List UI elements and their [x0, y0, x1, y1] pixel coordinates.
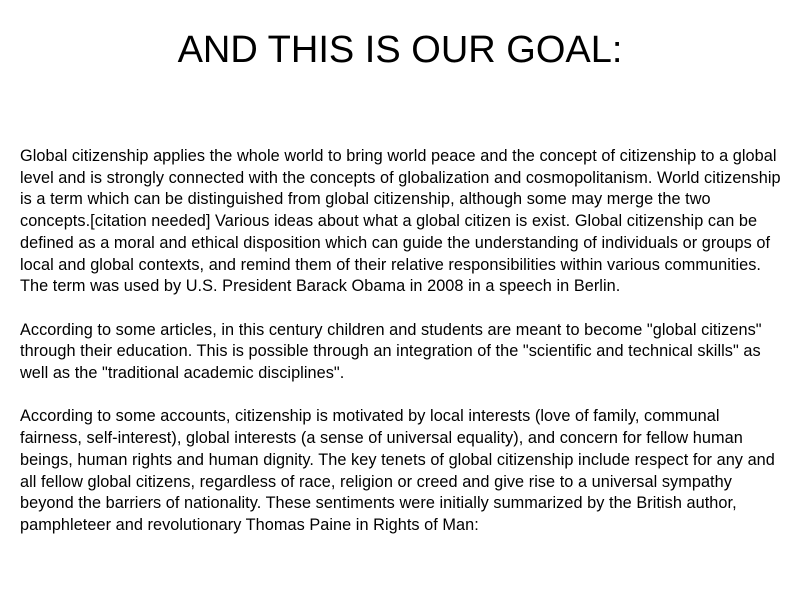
slide-title: AND THIS IS OUR GOAL:	[177, 29, 623, 71]
paragraph-education: According to some articles, in this century children and students are meant to become "global citizens" through their education. This is possible through an integration of the "scientific and technical skills" as well as the "traditional academic disciplines".	[20, 320, 762, 383]
paragraph-global-citizenship-definition: Global citizenship applies the whole world to bring world peace and the concept of citizenship to a global level and is strongly connected with the concepts of globalization and cosmopolitanism. World citizenship is a term which can be distinguished from global citizenship, although some may merge the two concepts.[citation needed] Various ideas about what a global citizen is exist. Global citizenship can be defined as a moral and ethical disposition which can guide the understanding of individuals or groups of local and global contexts, and remind them of their relative responsibilities within various communities. The term was used by U.S. President Barack Obama in 2008 in a speech in Berlin.	[20, 147, 781, 296]
slide-body	[20, 146, 782, 537]
paragraph-motivations: According to some accounts, citizenship is motivated by local interests (love of family, communal fairness, self-interest), global interests (a sense of universal equality), and concern for fellow human beings, human rights and human dignity. The key tenets of global citizenship include respect for any and all fellow global citizens, regardless of race, religion or creed and give rise to a universal sympathy beyond the barriers of nationality. These sentiments were initially summarized by the British author, pamphleteer and revolutionary Thomas Paine in Rights of Man:	[20, 407, 775, 534]
